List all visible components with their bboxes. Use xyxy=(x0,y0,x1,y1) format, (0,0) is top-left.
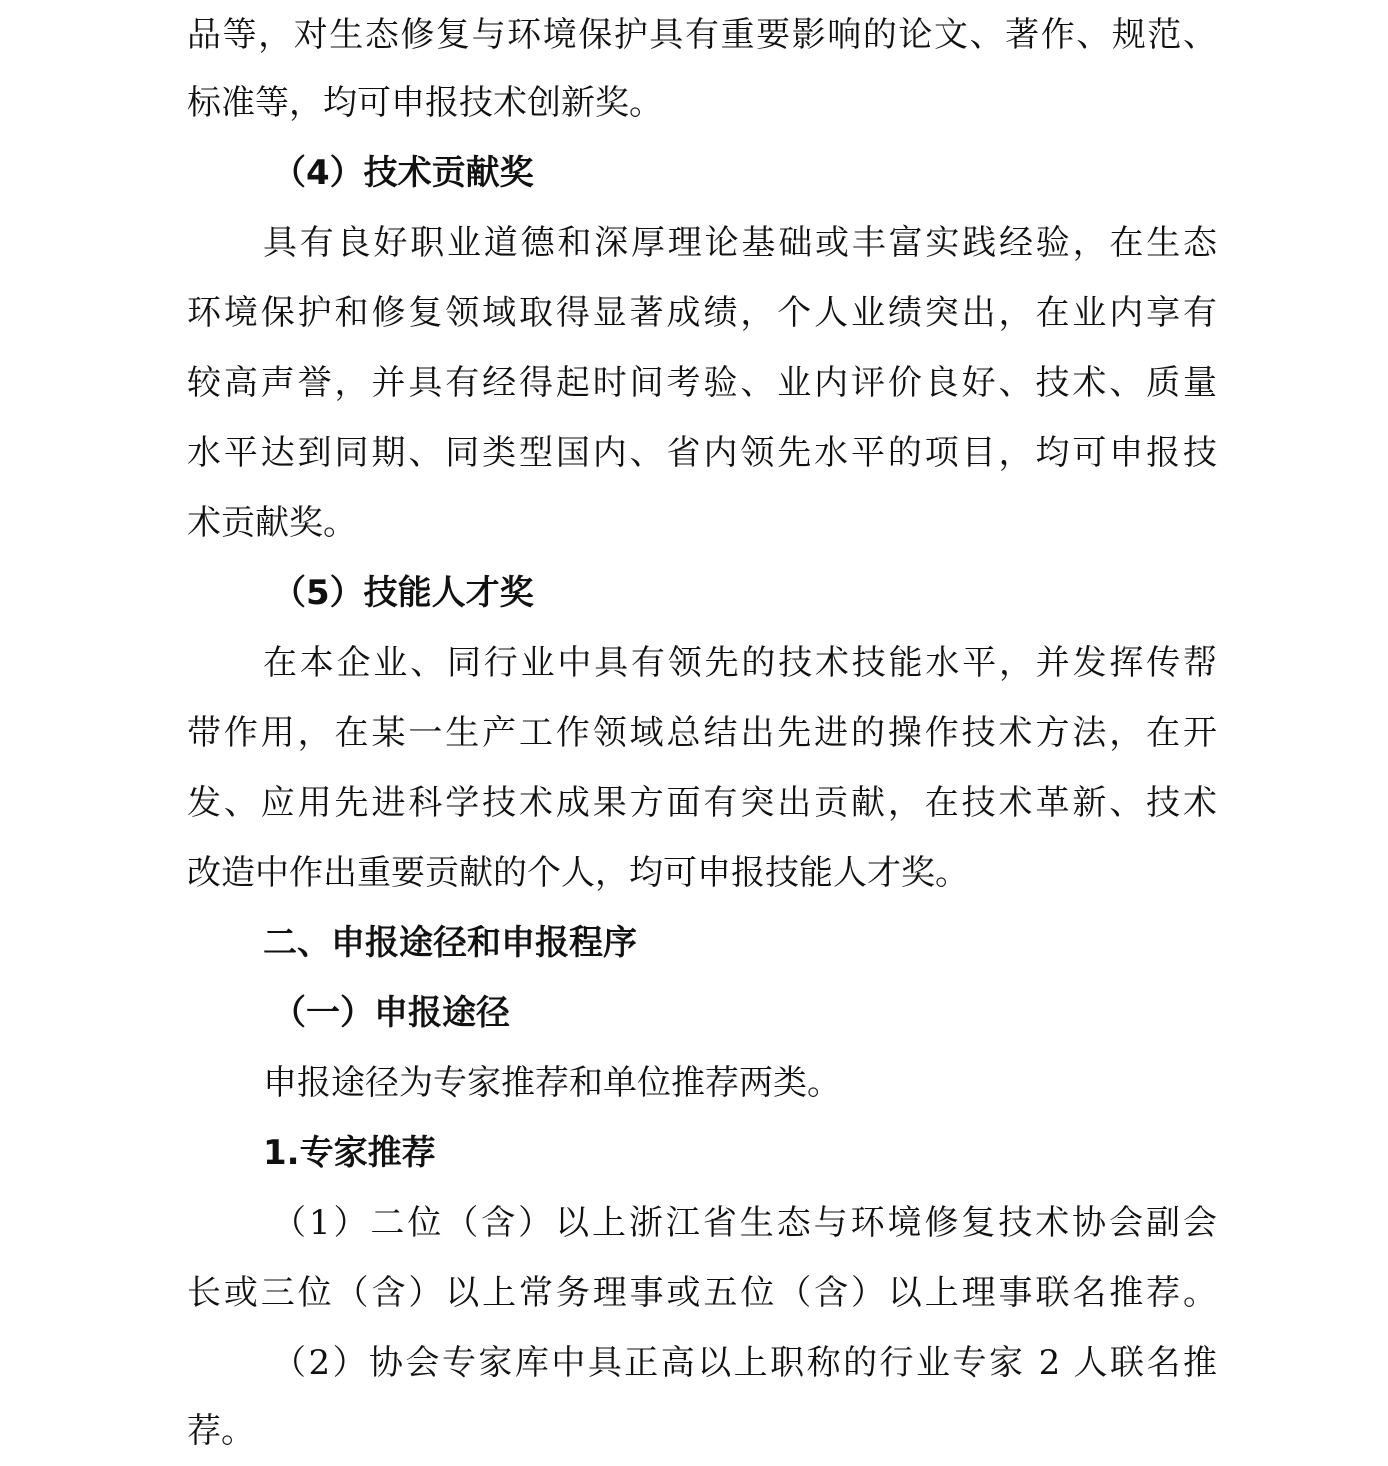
paragraph-line: （1）二位（含）以上浙江省生态与环境修复技术协会副会 xyxy=(272,1203,1217,1243)
paragraph-line: 带作用，在某一生产工作领域总结出先进的操作技术方法，在开 xyxy=(187,713,1217,753)
paragraph-line: 在本企业、同行业中具有领先的技术技能水平，并发挥传帮 xyxy=(263,643,1217,683)
paragraph-line: 长或三位（含）以上常务理事或五位（含）以上理事联名推荐。 xyxy=(187,1273,1217,1313)
subsection-heading: （4）技术贡献奖 xyxy=(272,153,534,193)
paragraph-line: 改造中作出重要贡献的个人，均可申报技能人才奖。 xyxy=(187,853,969,893)
paragraph-line: 具有良好职业道德和深厚理论基础或丰富实践经验，在生态 xyxy=(263,223,1217,263)
paragraph-line: 水平达到同期、同类型国内、省内领先水平的项目，均可申报技 xyxy=(187,433,1217,473)
paragraph-line: 申报途径为专家推荐和单位推荐两类。 xyxy=(263,1063,841,1103)
paragraph-line: 发、应用先进科学技术成果方面有突出贡献，在技术革新、技术 xyxy=(187,783,1217,823)
paragraph-line: 品等，对生态修复与环境保护具有重要影响的论文、著作、规范、 xyxy=(187,15,1217,55)
paragraph-line: 荐。 xyxy=(187,1411,255,1451)
subsection-heading: （一）申报途径 xyxy=(272,993,510,1033)
paragraph-line: 较高声誉，并具有经得起时间考验、业内评价良好、技术、质量 xyxy=(187,363,1217,403)
paragraph-line: 标准等，均可申报技术创新奖。 xyxy=(187,83,663,123)
paragraph-line: 术贡献奖。 xyxy=(187,503,357,543)
section-heading: 二、申报途径和申报程序 xyxy=(263,923,637,963)
paragraph-line: （2）协会专家库中具正高以上职称的行业专家 2 人联名推 xyxy=(272,1343,1217,1383)
subsection-heading: （5）技能人才奖 xyxy=(272,573,534,613)
paragraph-line: 环境保护和修复领域取得显著成绩，个人业绩突出，在业内享有 xyxy=(187,293,1217,333)
item-heading: 1.专家推荐 xyxy=(263,1133,436,1173)
